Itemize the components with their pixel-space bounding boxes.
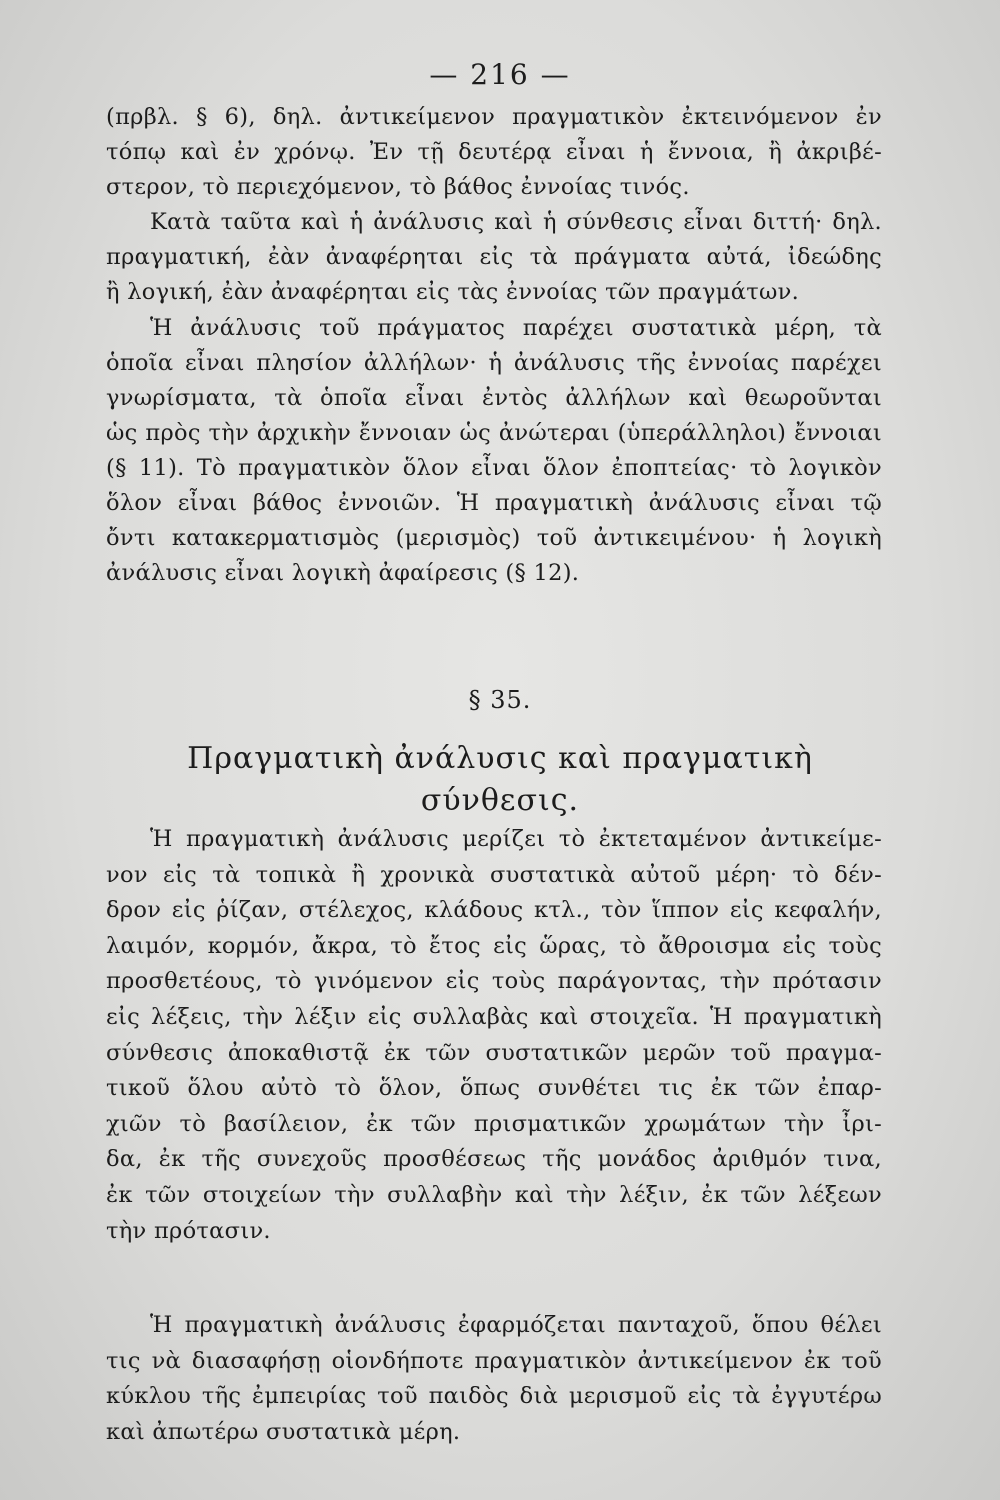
text-line: τὴν πρότασιν. <box>106 1217 271 1244</box>
text-line: νον εἰς τὰ τοπικὰ ἢ χρονικὰ συστατικὰ αὐτοῦ μέρη· τὸ δέν- <box>106 861 882 888</box>
paragraph-analysis <box>106 311 882 592</box>
page-number: — 216 — <box>429 58 571 91</box>
section-title-line: σύνθεσις. <box>420 783 580 818</box>
paragraph-application <box>106 1308 882 1450</box>
section-title-line: Πραγματικὴ ἀνάλυσις καὶ πραγματικὴ <box>187 741 813 776</box>
text-line: ἢ λογική, ἐὰν ἀναφέρηται εἰς τὰς ἐννοίας τῶν πραγμάτων. <box>106 279 800 306</box>
text-line: χιῶν τὸ βασίλειον, ἐκ τῶν πρισματικῶν χρωμάτων τὴν ἶρι- <box>106 1110 882 1137</box>
text-line: τις νὰ διασαφήσῃ οἱονδήποτε πραγματικὸν ἀντικείμενον ἐκ τοῦ <box>106 1347 882 1374</box>
paragraph-distinction <box>106 205 882 310</box>
text-line: γνωρίσματα, τὰ ὁποῖα εἶναι ἐντὸς ἀλλήλων καὶ θεωροῦνται <box>106 384 882 411</box>
text-line: Ἡ πραγματικὴ ἀνάλυσις μερίζει τὸ ἐκτεταμένον ἀντικείμε- <box>150 826 882 852</box>
text-line: προσθετέους, τὸ γινόμενον εἰς τοὺς παράγοντας, τὴν πρότασιν <box>106 968 882 995</box>
text-block-final <box>106 1308 882 1450</box>
text-line: ἐκ τῶν στοιχείων τὴν συλλαβὴν καὶ τὴν λέξιν, ἐκ τῶν λέξεων <box>106 1181 882 1208</box>
text-line: λαιμόν, κορμόν, ἄκρα, τὸ ἔτος εἰς ὥρας, τὸ ἄθροισμα εἰς τοὺς <box>106 932 882 959</box>
text-line: (πρβλ. § 6), δηλ. ἀντικείμενον πραγματικὸν ἐκτεινόμενον ἐν <box>106 104 882 130</box>
text-line: ὅλον εἶναι βάθος ἐννοιῶν. Ἡ πραγματικὴ ἀνάλυσις εἶναι τῷ <box>106 490 882 517</box>
section-title <box>0 738 1000 822</box>
text-line: σύνθεσις ἀποκαθιστᾷ ἐκ τῶν συστατικῶν μερῶν τοῦ πραγμα- <box>106 1039 882 1066</box>
text-line: (§ 11). Τὸ πραγματικὸν ὅλον εἶναι ὅλον ἐποπτείας· τὸ λογικὸν <box>106 454 882 481</box>
text-line: Κατὰ ταῦτα καὶ ἡ ἀνάλυσις καὶ ἡ σύνθεσις εἶναι διττή· δηλ. <box>150 209 882 236</box>
paragraph-continuation <box>106 100 882 205</box>
text-line: ἀνάλυσις εἶναι λογικὴ ἀφαίρεσις (§ 12). <box>106 560 580 587</box>
text-line: δρον εἰς ῥίζαν, στέλεχος, κλάδους κτλ., τὸν ἵππον εἰς κεφαλήν, <box>106 897 882 924</box>
text-line: ὡς πρὸς τὴν ἀρχικὴν ἔννοιαν ὡς ἀνώτεραι (ὑπεράλληλοι) ἔννοιαι <box>106 419 882 446</box>
text-line: πραγματική, ἐὰν ἀναφέρηται εἰς τὰ πράγματα αὐτά, ἰδεώδης <box>106 244 882 271</box>
text-line: εἰς λέξεις, τὴν λέξιν εἰς συλλαβὰς καὶ στοιχεῖα. Ἡ πραγματικὴ <box>106 1003 882 1030</box>
text-block-upper <box>106 100 882 591</box>
text-line: τικοῦ ὅλου αὐτὸ τὸ ὅλον, ὅπως συνθέτει τις ἐκ τῶν ἐπαρ- <box>106 1075 882 1102</box>
text-line: στερον, τὸ περιεχόμενον, τὸ βάθος ἐννοίας τινός. <box>106 174 690 201</box>
paragraph-real-analysis <box>106 822 882 1249</box>
section-number: § 35. <box>468 686 532 714</box>
text-line: ὁποῖα εἶναι πλησίον ἀλλήλων· ἡ ἀνάλυσις τῆς ἐννοίας παρέχει <box>106 349 882 376</box>
text-block-section <box>106 822 882 1249</box>
text-line: κύκλου τῆς ἐμπειρίας τοῦ παιδὸς διὰ μερισμοῦ εἰς τὰ ἐγγυτέρω <box>106 1383 882 1409</box>
text-line: ὄντι κατακερματισμὸς (μερισμὸς) τοῦ ἀντικειμένου· ἡ λογικὴ <box>106 525 882 552</box>
text-line: δα, ἐκ τῆς συνεχοῦς προσθέσεως τῆς μονάδος ἀριθμόν τινα, <box>106 1146 882 1173</box>
text-line: καὶ ἀπωτέρω συστατικὰ μέρη. <box>106 1418 461 1445</box>
text-line: Ἡ πραγματικὴ ἀνάλυσις ἐφαρμόζεται πανταχοῦ, ὅπου θέλει <box>150 1312 882 1338</box>
text-line: τόπῳ καὶ ἐν χρόνῳ. Ἐν τῇ δευτέρᾳ εἶναι ἡ ἔννοια, ἢ ἀκριβέ- <box>106 139 882 166</box>
text-line: Ἡ ἀνάλυσις τοῦ πράγματος παρέχει συστατικὰ μέρη, τὰ <box>150 314 882 341</box>
